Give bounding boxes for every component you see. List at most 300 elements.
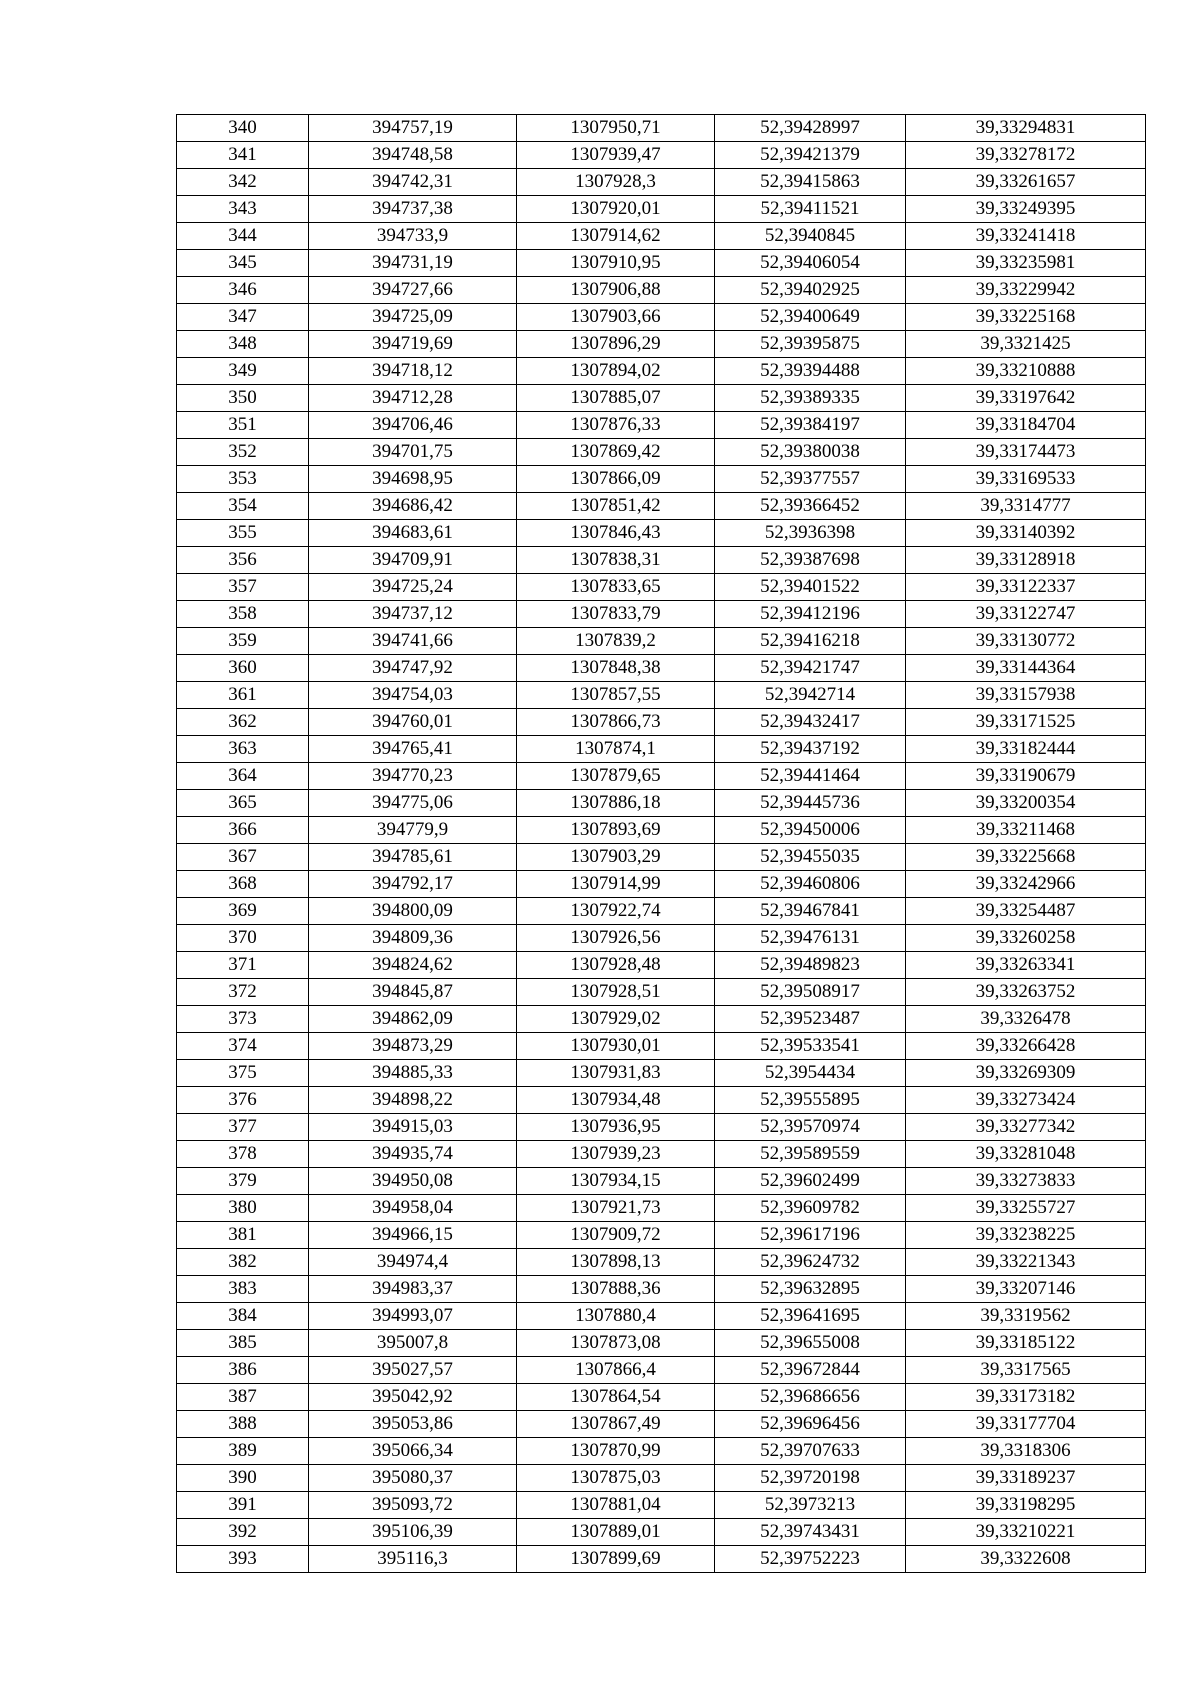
point-number-cell: 386	[177, 1357, 309, 1384]
point-number-cell: 379	[177, 1168, 309, 1195]
point-number-cell: 374	[177, 1033, 309, 1060]
latitude-cell: 52,39395875	[715, 331, 906, 358]
x-coordinate-cell: 395042,92	[309, 1384, 517, 1411]
y-coordinate-cell: 1307896,29	[517, 331, 715, 358]
latitude-cell: 52,39400649	[715, 304, 906, 331]
point-number-cell: 341	[177, 142, 309, 169]
x-coordinate-cell: 394727,66	[309, 277, 517, 304]
table-row	[177, 412, 1146, 439]
table-row	[177, 385, 1146, 412]
x-coordinate-cell: 394792,17	[309, 871, 517, 898]
latitude-cell: 52,39555895	[715, 1087, 906, 1114]
point-number-cell: 372	[177, 979, 309, 1006]
table-row	[177, 1357, 1146, 1384]
point-number-cell: 360	[177, 655, 309, 682]
y-coordinate-cell: 1307846,43	[517, 520, 715, 547]
y-coordinate-cell: 1307866,73	[517, 709, 715, 736]
x-coordinate-cell: 394683,61	[309, 520, 517, 547]
x-coordinate-cell: 394845,87	[309, 979, 517, 1006]
longitude-cell: 39,33277342	[906, 1114, 1146, 1141]
y-coordinate-cell: 1307934,48	[517, 1087, 715, 1114]
x-coordinate-cell: 394712,28	[309, 385, 517, 412]
table-row	[177, 709, 1146, 736]
latitude-cell: 52,39450006	[715, 817, 906, 844]
x-coordinate-cell: 394698,95	[309, 466, 517, 493]
latitude-cell: 52,39389335	[715, 385, 906, 412]
longitude-cell: 39,33254487	[906, 898, 1146, 925]
point-number-cell: 375	[177, 1060, 309, 1087]
y-coordinate-cell: 1307880,4	[517, 1303, 715, 1330]
longitude-cell: 39,33260258	[906, 925, 1146, 952]
longitude-cell: 39,33255727	[906, 1195, 1146, 1222]
latitude-cell: 52,3954434	[715, 1060, 906, 1087]
y-coordinate-cell: 1307921,73	[517, 1195, 715, 1222]
x-coordinate-cell: 394742,31	[309, 169, 517, 196]
x-coordinate-cell: 394737,12	[309, 601, 517, 628]
y-coordinate-cell: 1307870,99	[517, 1438, 715, 1465]
latitude-cell: 52,39589559	[715, 1141, 906, 1168]
table-row	[177, 898, 1146, 925]
point-number-cell: 362	[177, 709, 309, 736]
longitude-cell: 39,33266428	[906, 1033, 1146, 1060]
longitude-cell: 39,33157938	[906, 682, 1146, 709]
y-coordinate-cell: 1307910,95	[517, 250, 715, 277]
table-row	[177, 1519, 1146, 1546]
point-number-cell: 347	[177, 304, 309, 331]
longitude-cell: 39,33294831	[906, 115, 1146, 142]
y-coordinate-cell: 1307934,15	[517, 1168, 715, 1195]
longitude-cell: 39,33190679	[906, 763, 1146, 790]
latitude-cell: 52,39686656	[715, 1384, 906, 1411]
longitude-cell: 39,33174473	[906, 439, 1146, 466]
point-number-cell: 380	[177, 1195, 309, 1222]
point-number-cell: 391	[177, 1492, 309, 1519]
latitude-cell: 52,39489823	[715, 952, 906, 979]
latitude-cell: 52,39437192	[715, 736, 906, 763]
point-number-cell: 366	[177, 817, 309, 844]
table-row	[177, 250, 1146, 277]
table-row	[177, 1006, 1146, 1033]
point-number-cell: 354	[177, 493, 309, 520]
x-coordinate-cell: 394950,08	[309, 1168, 517, 1195]
longitude-cell: 39,3317565	[906, 1357, 1146, 1384]
latitude-cell: 52,39377557	[715, 466, 906, 493]
x-coordinate-cell: 394958,04	[309, 1195, 517, 1222]
latitude-cell: 52,39707633	[715, 1438, 906, 1465]
table-row	[177, 844, 1146, 871]
y-coordinate-cell: 1307939,47	[517, 142, 715, 169]
latitude-cell: 52,39570974	[715, 1114, 906, 1141]
x-coordinate-cell: 394915,03	[309, 1114, 517, 1141]
table-row	[177, 925, 1146, 952]
x-coordinate-cell: 394862,09	[309, 1006, 517, 1033]
table-row	[177, 979, 1146, 1006]
table-row	[177, 277, 1146, 304]
point-number-cell: 387	[177, 1384, 309, 1411]
longitude-cell: 39,33144364	[906, 655, 1146, 682]
y-coordinate-cell: 1307873,08	[517, 1330, 715, 1357]
longitude-cell: 39,33200354	[906, 790, 1146, 817]
x-coordinate-cell: 394765,41	[309, 736, 517, 763]
latitude-cell: 52,39609782	[715, 1195, 906, 1222]
longitude-cell: 39,33210221	[906, 1519, 1146, 1546]
latitude-cell: 52,39672844	[715, 1357, 906, 1384]
x-coordinate-cell: 394983,37	[309, 1276, 517, 1303]
x-coordinate-cell: 394809,36	[309, 925, 517, 952]
table-row	[177, 439, 1146, 466]
longitude-cell: 39,33229942	[906, 277, 1146, 304]
longitude-cell: 39,33263752	[906, 979, 1146, 1006]
y-coordinate-cell: 1307833,79	[517, 601, 715, 628]
table-row	[177, 304, 1146, 331]
point-number-cell: 370	[177, 925, 309, 952]
latitude-cell: 52,39455035	[715, 844, 906, 871]
table-row	[177, 1492, 1146, 1519]
latitude-cell: 52,39428997	[715, 115, 906, 142]
y-coordinate-cell: 1307889,01	[517, 1519, 715, 1546]
x-coordinate-cell: 394770,23	[309, 763, 517, 790]
table-row	[177, 763, 1146, 790]
table-row	[177, 601, 1146, 628]
x-coordinate-cell: 394731,19	[309, 250, 517, 277]
y-coordinate-cell: 1307894,02	[517, 358, 715, 385]
longitude-cell: 39,33241418	[906, 223, 1146, 250]
table-row	[177, 1033, 1146, 1060]
y-coordinate-cell: 1307926,56	[517, 925, 715, 952]
longitude-cell: 39,33273833	[906, 1168, 1146, 1195]
longitude-cell: 39,33140392	[906, 520, 1146, 547]
y-coordinate-cell: 1307929,02	[517, 1006, 715, 1033]
latitude-cell: 52,39752223	[715, 1546, 906, 1573]
point-number-cell: 364	[177, 763, 309, 790]
latitude-cell: 52,39366452	[715, 493, 906, 520]
longitude-cell: 39,33173182	[906, 1384, 1146, 1411]
point-number-cell: 361	[177, 682, 309, 709]
longitude-cell: 39,33225168	[906, 304, 1146, 331]
longitude-cell: 39,33278172	[906, 142, 1146, 169]
table-row	[177, 1087, 1146, 1114]
longitude-cell: 39,33273424	[906, 1087, 1146, 1114]
y-coordinate-cell: 1307888,36	[517, 1276, 715, 1303]
y-coordinate-cell: 1307928,51	[517, 979, 715, 1006]
point-number-cell: 351	[177, 412, 309, 439]
table-row	[177, 1438, 1146, 1465]
latitude-cell: 52,3936398	[715, 520, 906, 547]
x-coordinate-cell: 395027,57	[309, 1357, 517, 1384]
x-coordinate-cell: 394701,75	[309, 439, 517, 466]
longitude-cell: 39,33169533	[906, 466, 1146, 493]
table-row	[177, 736, 1146, 763]
longitude-cell: 39,3326478	[906, 1006, 1146, 1033]
longitude-cell: 39,33197642	[906, 385, 1146, 412]
table-row	[177, 1411, 1146, 1438]
x-coordinate-cell: 394725,09	[309, 304, 517, 331]
y-coordinate-cell: 1307922,74	[517, 898, 715, 925]
table-row	[177, 331, 1146, 358]
latitude-cell: 52,39415863	[715, 169, 906, 196]
latitude-cell: 52,39720198	[715, 1465, 906, 1492]
longitude-cell: 39,33263341	[906, 952, 1146, 979]
table-row	[177, 196, 1146, 223]
point-number-cell: 359	[177, 628, 309, 655]
y-coordinate-cell: 1307928,48	[517, 952, 715, 979]
table-row	[177, 1168, 1146, 1195]
point-number-cell: 365	[177, 790, 309, 817]
latitude-cell: 52,39467841	[715, 898, 906, 925]
y-coordinate-cell: 1307885,07	[517, 385, 715, 412]
table-row	[177, 1465, 1146, 1492]
x-coordinate-cell: 394824,62	[309, 952, 517, 979]
table-row	[177, 871, 1146, 898]
table-row	[177, 358, 1146, 385]
table-row	[177, 1114, 1146, 1141]
point-number-cell: 353	[177, 466, 309, 493]
longitude-cell: 39,33207146	[906, 1276, 1146, 1303]
x-coordinate-cell: 394974,4	[309, 1249, 517, 1276]
latitude-cell: 52,39476131	[715, 925, 906, 952]
longitude-cell: 39,33235981	[906, 250, 1146, 277]
y-coordinate-cell: 1307886,18	[517, 790, 715, 817]
table-row	[177, 169, 1146, 196]
latitude-cell: 52,3973213	[715, 1492, 906, 1519]
point-number-cell: 393	[177, 1546, 309, 1573]
y-coordinate-cell: 1307906,88	[517, 277, 715, 304]
table-row	[177, 547, 1146, 574]
table-row	[177, 1222, 1146, 1249]
table-row	[177, 952, 1146, 979]
latitude-cell: 52,39406054	[715, 250, 906, 277]
y-coordinate-cell: 1307928,3	[517, 169, 715, 196]
x-coordinate-cell: 394775,06	[309, 790, 517, 817]
point-number-cell: 378	[177, 1141, 309, 1168]
x-coordinate-cell: 394747,92	[309, 655, 517, 682]
table-row	[177, 817, 1146, 844]
x-coordinate-cell: 394966,15	[309, 1222, 517, 1249]
y-coordinate-cell: 1307833,65	[517, 574, 715, 601]
point-number-cell: 390	[177, 1465, 309, 1492]
table-row	[177, 1195, 1146, 1222]
y-coordinate-cell: 1307876,33	[517, 412, 715, 439]
y-coordinate-cell: 1307920,01	[517, 196, 715, 223]
y-coordinate-cell: 1307866,09	[517, 466, 715, 493]
point-number-cell: 348	[177, 331, 309, 358]
longitude-cell: 39,33122747	[906, 601, 1146, 628]
longitude-cell: 39,33211468	[906, 817, 1146, 844]
point-number-cell: 381	[177, 1222, 309, 1249]
point-number-cell: 369	[177, 898, 309, 925]
x-coordinate-cell: 395053,86	[309, 1411, 517, 1438]
latitude-cell: 52,39432417	[715, 709, 906, 736]
x-coordinate-cell: 394709,91	[309, 547, 517, 574]
latitude-cell: 52,39394488	[715, 358, 906, 385]
x-coordinate-cell: 394993,07	[309, 1303, 517, 1330]
longitude-cell: 39,33130772	[906, 628, 1146, 655]
coordinates-table	[176, 114, 1146, 1573]
latitude-cell: 52,39602499	[715, 1168, 906, 1195]
table-row	[177, 1276, 1146, 1303]
point-number-cell: 368	[177, 871, 309, 898]
x-coordinate-cell: 394898,22	[309, 1087, 517, 1114]
point-number-cell: 355	[177, 520, 309, 547]
y-coordinate-cell: 1307950,71	[517, 115, 715, 142]
y-coordinate-cell: 1307936,95	[517, 1114, 715, 1141]
x-coordinate-cell: 394935,74	[309, 1141, 517, 1168]
x-coordinate-cell: 395093,72	[309, 1492, 517, 1519]
y-coordinate-cell: 1307857,55	[517, 682, 715, 709]
latitude-cell: 52,39508917	[715, 979, 906, 1006]
y-coordinate-cell: 1307930,01	[517, 1033, 715, 1060]
point-number-cell: 343	[177, 196, 309, 223]
latitude-cell: 52,39696456	[715, 1411, 906, 1438]
latitude-cell: 52,39641695	[715, 1303, 906, 1330]
latitude-cell: 52,39402925	[715, 277, 906, 304]
y-coordinate-cell: 1307909,72	[517, 1222, 715, 1249]
latitude-cell: 52,39632895	[715, 1276, 906, 1303]
x-coordinate-cell: 394725,24	[309, 574, 517, 601]
table-row	[177, 682, 1146, 709]
point-number-cell: 376	[177, 1087, 309, 1114]
latitude-cell: 52,39743431	[715, 1519, 906, 1546]
table-row	[177, 142, 1146, 169]
table-row	[177, 574, 1146, 601]
x-coordinate-cell: 394737,38	[309, 196, 517, 223]
longitude-cell: 39,3318306	[906, 1438, 1146, 1465]
longitude-cell: 39,33184704	[906, 412, 1146, 439]
table-row	[177, 115, 1146, 142]
table-row	[177, 1141, 1146, 1168]
table-row	[177, 790, 1146, 817]
x-coordinate-cell: 394718,12	[309, 358, 517, 385]
latitude-cell: 52,39421747	[715, 655, 906, 682]
y-coordinate-cell: 1307893,69	[517, 817, 715, 844]
y-coordinate-cell: 1307879,65	[517, 763, 715, 790]
x-coordinate-cell: 394741,66	[309, 628, 517, 655]
table-row	[177, 1384, 1146, 1411]
longitude-cell: 39,33269309	[906, 1060, 1146, 1087]
x-coordinate-cell: 394754,03	[309, 682, 517, 709]
longitude-cell: 39,33249395	[906, 196, 1146, 223]
point-number-cell: 342	[177, 169, 309, 196]
latitude-cell: 52,39401522	[715, 574, 906, 601]
longitude-cell: 39,3322608	[906, 1546, 1146, 1573]
table-row	[177, 655, 1146, 682]
longitude-cell: 39,33185122	[906, 1330, 1146, 1357]
y-coordinate-cell: 1307851,42	[517, 493, 715, 520]
x-coordinate-cell: 394885,33	[309, 1060, 517, 1087]
longitude-cell: 39,33171525	[906, 709, 1146, 736]
y-coordinate-cell: 1307914,62	[517, 223, 715, 250]
point-number-cell: 358	[177, 601, 309, 628]
longitude-cell: 39,33225668	[906, 844, 1146, 871]
y-coordinate-cell: 1307839,2	[517, 628, 715, 655]
x-coordinate-cell: 395066,34	[309, 1438, 517, 1465]
longitude-cell: 39,33182444	[906, 736, 1146, 763]
y-coordinate-cell: 1307875,03	[517, 1465, 715, 1492]
latitude-cell: 52,39384197	[715, 412, 906, 439]
latitude-cell: 52,39441464	[715, 763, 906, 790]
latitude-cell: 52,39380038	[715, 439, 906, 466]
y-coordinate-cell: 1307867,49	[517, 1411, 715, 1438]
longitude-cell: 39,3319562	[906, 1303, 1146, 1330]
point-number-cell: 383	[177, 1276, 309, 1303]
table-row	[177, 520, 1146, 547]
point-number-cell: 377	[177, 1114, 309, 1141]
point-number-cell: 371	[177, 952, 309, 979]
latitude-cell: 52,39655008	[715, 1330, 906, 1357]
longitude-cell: 39,33281048	[906, 1141, 1146, 1168]
longitude-cell: 39,33238225	[906, 1222, 1146, 1249]
point-number-cell: 385	[177, 1330, 309, 1357]
point-number-cell: 357	[177, 574, 309, 601]
latitude-cell: 52,39624732	[715, 1249, 906, 1276]
latitude-cell: 52,39421379	[715, 142, 906, 169]
longitude-cell: 39,33177704	[906, 1411, 1146, 1438]
y-coordinate-cell: 1307903,66	[517, 304, 715, 331]
longitude-cell: 39,33221343	[906, 1249, 1146, 1276]
point-number-cell: 367	[177, 844, 309, 871]
longitude-cell: 39,33198295	[906, 1492, 1146, 1519]
latitude-cell: 52,39617196	[715, 1222, 906, 1249]
x-coordinate-cell: 394779,9	[309, 817, 517, 844]
point-number-cell: 373	[177, 1006, 309, 1033]
longitude-cell: 39,3321425	[906, 331, 1146, 358]
table-row	[177, 1303, 1146, 1330]
longitude-cell: 39,33128918	[906, 547, 1146, 574]
y-coordinate-cell: 1307869,42	[517, 439, 715, 466]
table-row	[177, 466, 1146, 493]
latitude-cell: 52,3942714	[715, 682, 906, 709]
point-number-cell: 388	[177, 1411, 309, 1438]
x-coordinate-cell: 395116,3	[309, 1546, 517, 1573]
point-number-cell: 382	[177, 1249, 309, 1276]
table-row	[177, 493, 1146, 520]
longitude-cell: 39,33210888	[906, 358, 1146, 385]
x-coordinate-cell: 394873,29	[309, 1033, 517, 1060]
point-number-cell: 344	[177, 223, 309, 250]
table-row	[177, 1249, 1146, 1276]
y-coordinate-cell: 1307898,13	[517, 1249, 715, 1276]
latitude-cell: 52,39460806	[715, 871, 906, 898]
longitude-cell: 39,33261657	[906, 169, 1146, 196]
y-coordinate-cell: 1307838,31	[517, 547, 715, 574]
longitude-cell: 39,3314777	[906, 493, 1146, 520]
point-number-cell: 345	[177, 250, 309, 277]
y-coordinate-cell: 1307931,83	[517, 1060, 715, 1087]
x-coordinate-cell: 395106,39	[309, 1519, 517, 1546]
y-coordinate-cell: 1307899,69	[517, 1546, 715, 1573]
latitude-cell: 52,39387698	[715, 547, 906, 574]
point-number-cell: 363	[177, 736, 309, 763]
point-number-cell: 389	[177, 1438, 309, 1465]
longitude-cell: 39,33242966	[906, 871, 1146, 898]
table-row	[177, 1546, 1146, 1573]
coordinates-table-body	[177, 115, 1146, 1573]
x-coordinate-cell: 394760,01	[309, 709, 517, 736]
latitude-cell: 52,39416218	[715, 628, 906, 655]
latitude-cell: 52,39412196	[715, 601, 906, 628]
y-coordinate-cell: 1307874,1	[517, 736, 715, 763]
point-number-cell: 356	[177, 547, 309, 574]
y-coordinate-cell: 1307914,99	[517, 871, 715, 898]
x-coordinate-cell: 394733,9	[309, 223, 517, 250]
table-row	[177, 1060, 1146, 1087]
y-coordinate-cell: 1307903,29	[517, 844, 715, 871]
y-coordinate-cell: 1307866,4	[517, 1357, 715, 1384]
y-coordinate-cell: 1307864,54	[517, 1384, 715, 1411]
longitude-cell: 39,33122337	[906, 574, 1146, 601]
longitude-cell: 39,33189237	[906, 1465, 1146, 1492]
latitude-cell: 52,39445736	[715, 790, 906, 817]
